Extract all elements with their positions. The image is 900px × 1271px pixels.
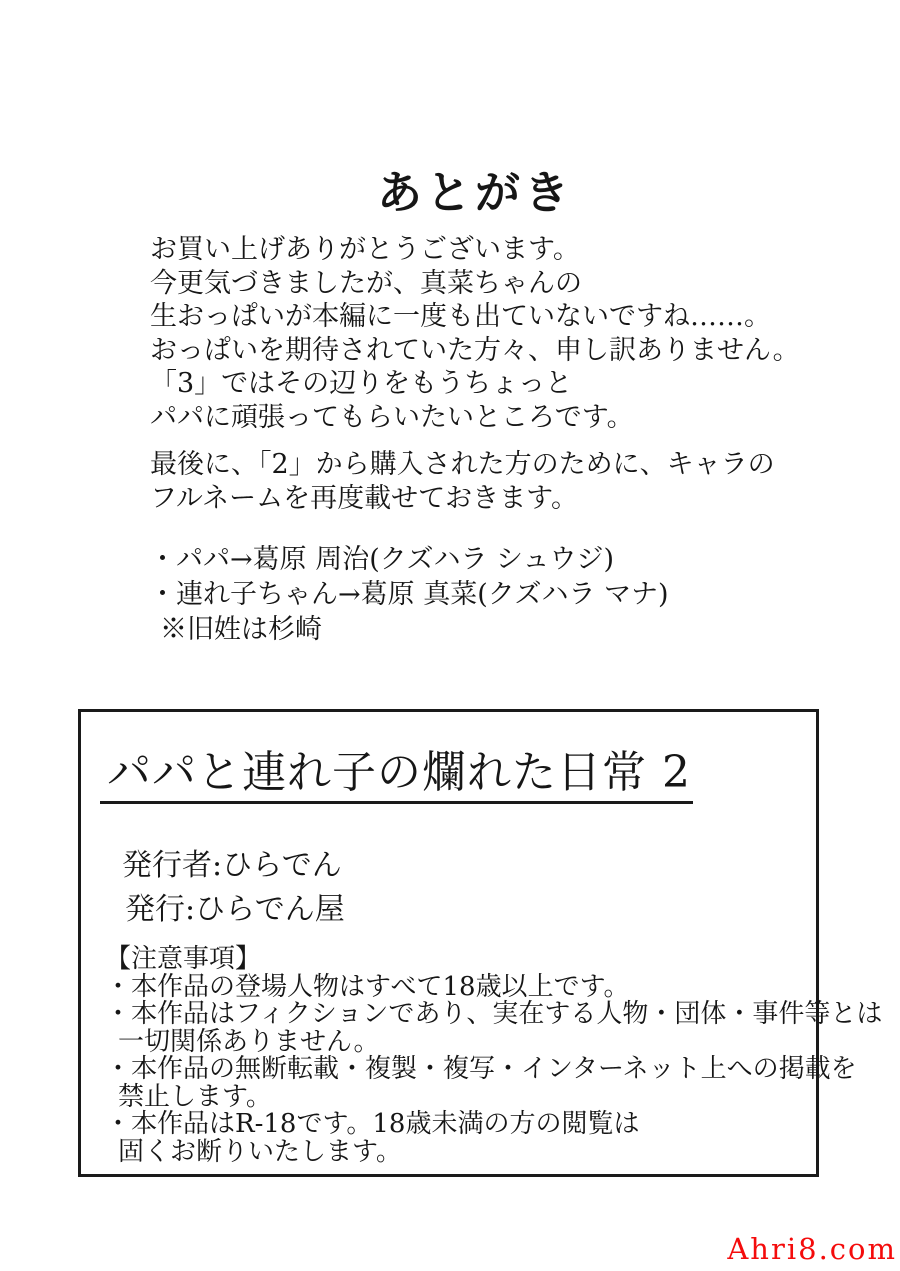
afterword-title: あとがき xyxy=(376,166,574,219)
afterword-line: パパに頑張ってもらいたいところです。 xyxy=(150,401,634,433)
character-line-tsurego: ・連れ子ちゃん→葛原 真菜(クズハラ マナ) xyxy=(149,579,669,610)
colophon-box xyxy=(78,709,883,1177)
site-watermark: Ahri8.com xyxy=(727,1232,897,1266)
afterword-line: 今更気づきましたが、真菜ちゃんの xyxy=(150,267,582,299)
notice-line: ・本作品はR-18です。18歳未満の方の閲覧は xyxy=(105,1109,640,1139)
afterword-line: 最後に、「2」から購入された方のために、キャラの xyxy=(150,449,775,480)
character-name-list xyxy=(149,542,669,647)
afterword-line: 生おっぱいが本編に一度も出ていないですね……。 xyxy=(150,301,771,332)
work-title: パパと連れ子の爛れた日常 2 xyxy=(107,747,691,798)
afterword-line: フルネームを再度載せておきます。 xyxy=(150,482,578,514)
afterword-line: おっぱいを期待されていた方々、申し訳ありません。 xyxy=(150,334,800,366)
notice-line: 禁止します。 xyxy=(118,1081,272,1112)
notice-line: 固くお断りいたします。 xyxy=(118,1136,402,1167)
title-underline xyxy=(100,801,693,804)
afterword-paragraph-1 xyxy=(150,233,800,434)
character-note-maiden-name: ※旧姓は杉崎 xyxy=(160,614,322,645)
notice-line: ・本作品の無断転載・複製・複写・インターネット上への掲載を xyxy=(105,1054,857,1084)
afterword-paragraph-2 xyxy=(150,448,775,515)
notice-heading: 【注意事項】 xyxy=(105,944,262,974)
character-line-papa: ・パパ→葛原 周治(クズハラ シュウジ) xyxy=(149,544,615,575)
notice-line: ・本作品の登場人物はすべて18歳以上です。 xyxy=(105,971,630,1002)
notice-line: 一切関係ありません。 xyxy=(118,1026,380,1057)
afterword-line: お買い上げありがとうございます。 xyxy=(150,234,580,265)
publisher-person: 発行者:ひらでん xyxy=(122,848,342,883)
notice-section xyxy=(105,946,882,1166)
notice-line: ・本作品はフィクションであり、実在する人物・団体・事件等とは xyxy=(105,999,883,1029)
afterword-line: 「3」ではその辺りをもうちょっと xyxy=(150,368,573,399)
publisher: 発行:ひらでん屋 xyxy=(125,892,345,927)
